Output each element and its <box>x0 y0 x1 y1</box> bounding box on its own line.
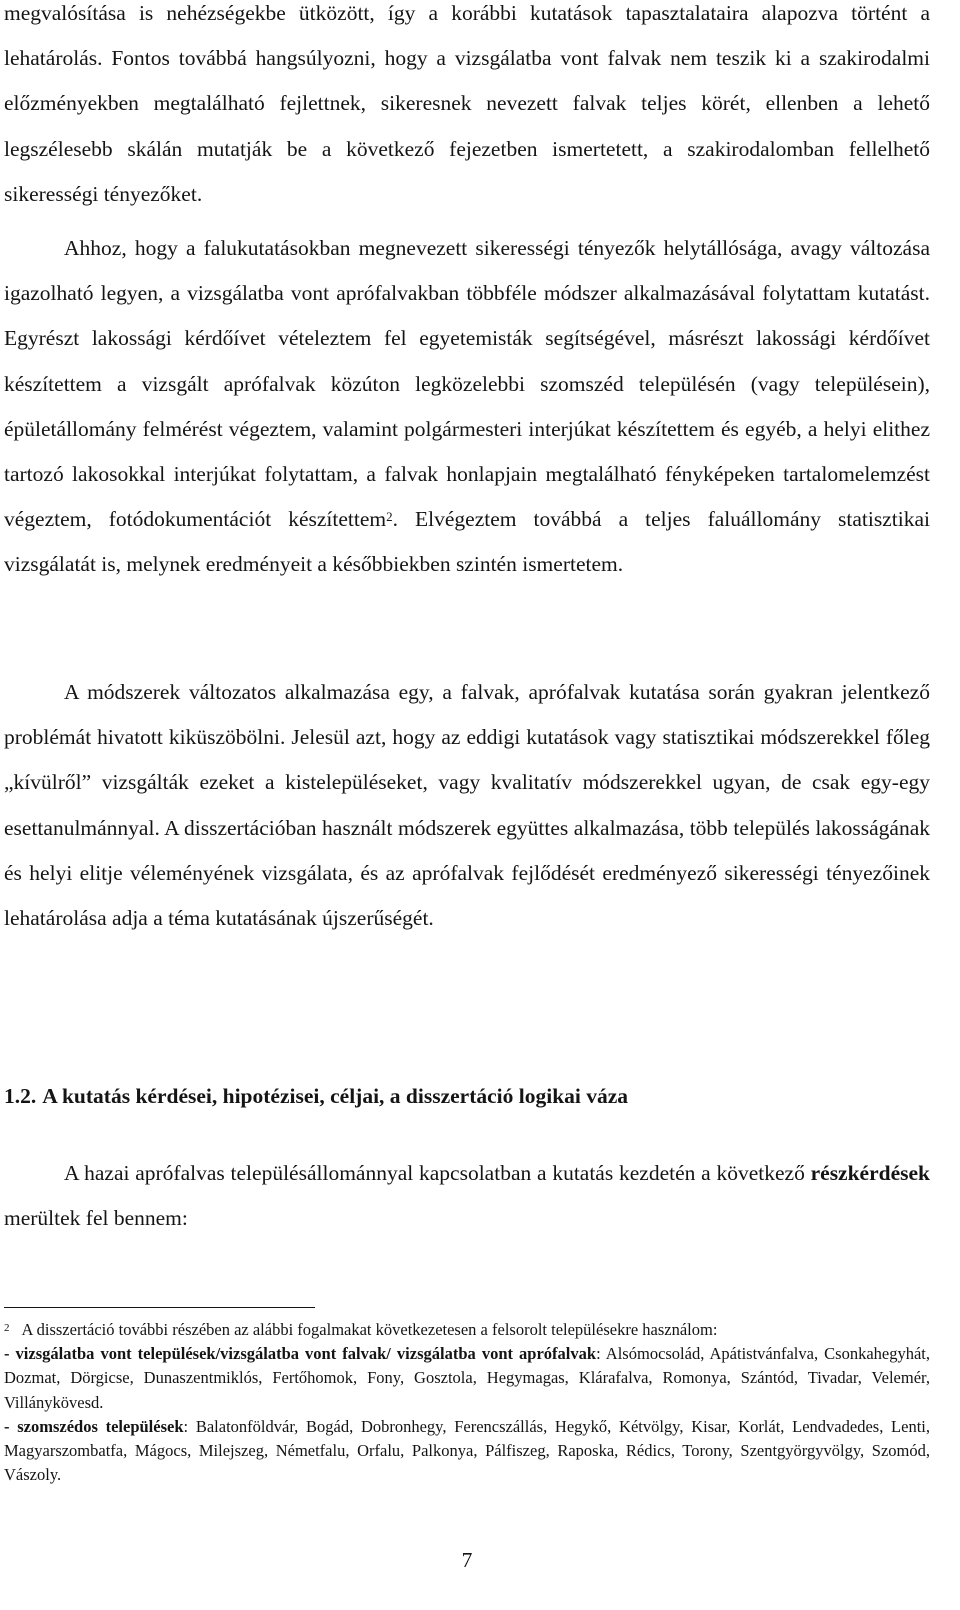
footnote-mark: 2 <box>4 1322 10 1334</box>
footnote-intro <box>4 1318 930 1342</box>
footnote-item-2 <box>4 1415 930 1488</box>
footnote-item-1-label: - vizsgálatba vont települések/vizsgálatba vont falvak/ vizsgálatba vont aprófalvak <box>4 1344 597 1364</box>
footnote-item-2-label: - szomszédos települések <box>4 1416 184 1436</box>
paragraph-1: megvalósítása is nehézségekbe ütközött, így a korábbi kutatások tapasztalataira alapozva történt a lehatárolás. Fontos továbbá hangsúlyozni, hogy a vizsgálatba vont falvak nem teszik ki a szakirodalmi előzményekben megtalálható fejlettnek, sikeresnek nevezett falvak teljes körét, ellenben a lehető legszélesebb skálán mutatják be a következő fejezetben ismertetett, a szakirodalomban fellelhető sikerességi tényezőket. <box>4 1 930 206</box>
footnote-reference[interactable]: 2 <box>386 509 393 525</box>
paragraph-4 <box>4 1151 930 1241</box>
section-number: 1.2. <box>4 1084 37 1108</box>
paragraph-4-pre: A hazai aprófalvas településállománnyal kapcsolatban a kutatás kezdetén a következő <box>64 1161 805 1185</box>
footnote-separator <box>4 1307 315 1308</box>
page-number: 7 <box>461 1548 473 1572</box>
footnote-intro-text: A disszertáció további részében az alábbi fogalmakat következetesen a felsorolt településekre használom: <box>21 1320 718 1339</box>
footnote-item-1-text: : Alsómocsolád, Apátistvánfalva, Csonkahegyhát, Dozmat, Dörgicse, Dunaszentmiklós, Fertőhomok, Fony, Gosztola, Hegymagas, Klárafalva, Romonya, Szántód, Tivadar, Velemér, Villánykövesd. <box>4 1344 930 1412</box>
paragraph-2-tail: . Elvégeztem továbbá a teljes faluállomány statisztikai vizsgálatát is, melynek eredményeit a későbbiekben szintén ismertetem. <box>4 507 930 577</box>
footnote-block <box>4 1318 930 1487</box>
section-heading <box>4 1076 628 1116</box>
paragraph-3: A módszerek változatos alkalmazása egy, a falvak, aprófalvak kutatása során gyakran jelentkező problémát hivatott kiküszöbölni. Jelesül azt, hogy az eddigi kutatások vagy statisztikai módszerekkel főleg „kívülről” vizsgálták ezeket a kistelepüléseket, vagy kvalitatív módszerekkel ugyan, de csak egy-egy esettanulmánnyal. A disszertációban használt módszerek együttes alkalmazása, több település lakosságának és helyi elitje véleményének vizsgálata, és az aprófalvak fejlődését eredményező sikerességi tényezőinek lehatárolása adja a téma kutatásának újszerűségét. <box>4 680 930 931</box>
paragraph-4-post: merültek fel bennem: <box>4 1206 188 1231</box>
paragraph-2 <box>4 226 930 588</box>
paragraph-2-main: Ahhoz, hogy a falukutatásokban megnevezett sikerességi tényezők helytállósága, avagy változása igazolható legyen, a vizsgálatba vont aprófalvakban többféle módszer alkalmazásával folytattam kutatást. Egyrészt lakossági kérdőívet vételeztem fel egyetemisták segítségével, másrészt lakossági kérdőívet készítettem a vizsgált aprófalvak közúton legközelebbi szomszéd településén (vagy településein), épületállomány felmérést végeztem, valamint polgármesteri interjúkat készítettem és egyéb, a helyi elithez tartozó lakosokkal interjúkat folytattam, a falvak honlapjain megtalálható fényképeken tartalomelemzést végeztem, fotódokumentációt készítettem <box>4 236 930 532</box>
footnote-item-2-text: : Balatonföldvár, Bogád, Dobronhegy, Ferencszállás, Hegykő, Kétvölgy, Kisar, Korlát, Lendvadedes, Lenti, Magyarszombatfa, Mágocs, Milejszeg, Németfalu, Orfalu, Palkonya, Pálfiszeg, Raposka, Rédics, Torony, Szentgyörgyvölgy, Szomód, Vászoly. <box>4 1416 930 1485</box>
footnote-item-1 <box>4 1342 930 1415</box>
paragraph-4-bold-term: részkérdések <box>810 1161 931 1185</box>
section-title: A kutatás kérdései, hipotézisei, céljai, a disszertáció logikai váza <box>42 1084 629 1108</box>
